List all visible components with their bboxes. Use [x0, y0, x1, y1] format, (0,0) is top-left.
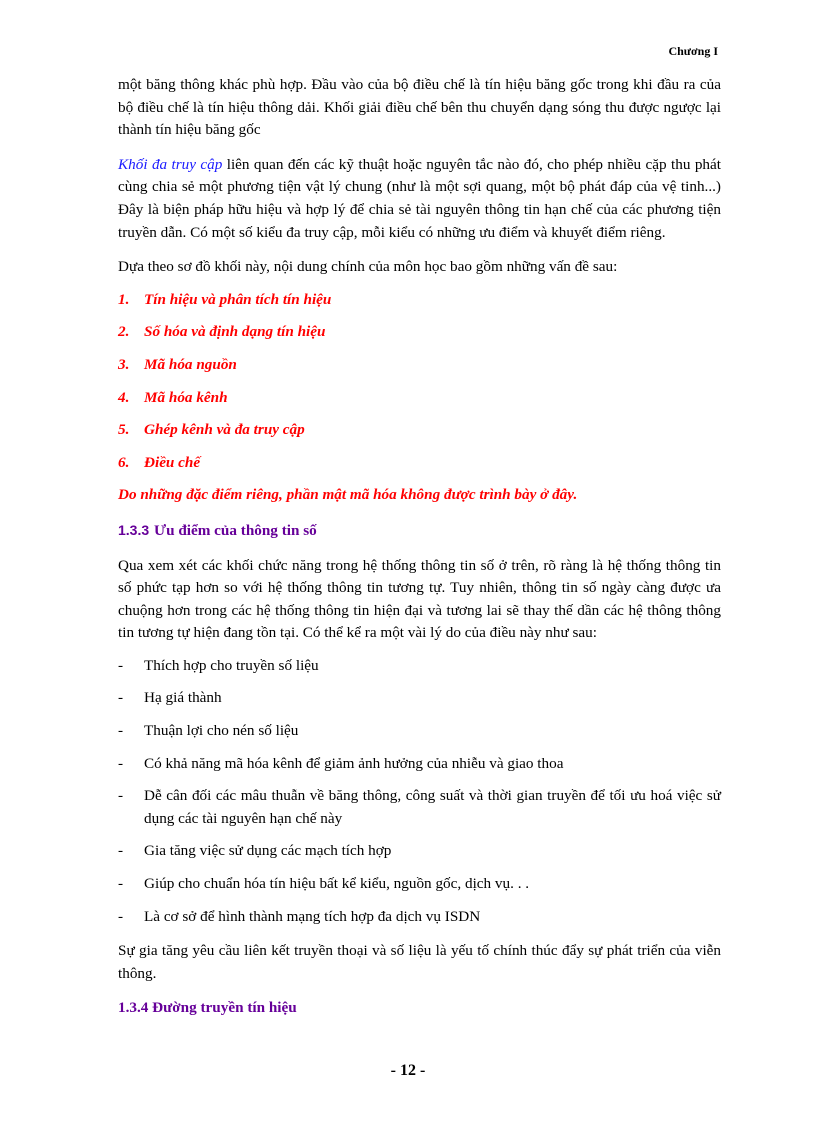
topic-number: 4. — [118, 388, 130, 406]
cryptography-note: Do những đặc điểm riêng, phần mật mã hóa không được trình bày ở đây. — [118, 486, 578, 504]
advantage-text: Thuận lợi cho nén số liệu — [144, 722, 299, 740]
advantage-text: Giúp cho chuẩn hóa tín hiệu bất kể kiểu, nguồn gốc, dịch vụ. . . — [144, 875, 530, 893]
paragraph-multiple-access-text: liên quan đến các kỹ thuật hoặc nguyên tắc nào đó, cho phép nhiều cặp thu phát cùng chia sẻ một phương tiện vật lý chung (như là một sợi quang, một bộ phát đáp của vệ tinh...) Đây là biện pháp hữu hiệu và hợp lý để chia sẻ tài nguyên thông tin hạn chế của các phương tiện truyền dẫn. Có một số kiểu đa truy cập, mỗi kiểu có những ưu điểm và khuyết điểm riêng. — [118, 155, 721, 241]
section-number: 1.3.3 — [118, 521, 150, 538]
topic-number: 6. — [118, 453, 130, 471]
term-multiple-access: Khối đa truy cập — [118, 155, 223, 173]
advantage-item: - Giúp cho chuẩn hóa tín hiệu bất kể kiểu, nguồn gốc, dịch vụ. . . — [118, 875, 530, 893]
advantage-text: Có khả năng mã hóa kênh để giảm ảnh hưởng của nhiễu và giao thoa — [144, 754, 564, 772]
paragraph-course-intro: Dựa theo sơ đồ khối này, nội dung chính của môn học bao gồm những vấn đề sau: — [118, 258, 618, 276]
paragraph-telecom-growth: Sự gia tăng yêu cầu liên kết truyền thoại và số liệu là yếu tố chính thúc đẩy sự phát triển của viễn thông. — [118, 942, 721, 982]
chapter-header: Chương I — [668, 44, 718, 58]
topic-item — [118, 289, 721, 312]
paragraph-multiple-access — [118, 154, 721, 244]
advantage-text: Là cơ sở để hình thành mạng tích hợp đa dịch vụ ISDN — [144, 907, 481, 925]
topic-text: Tín hiệu và phân tích tín hiệu — [144, 290, 332, 308]
topic-item — [118, 419, 721, 442]
advantage-text: Thích hợp cho truyền số liệu — [144, 656, 319, 674]
section-heading-1-3-3 — [118, 519, 721, 543]
advantage-text: Gia tăng việc sử dụng các mạch tích hợp — [144, 842, 392, 860]
topic-item — [118, 321, 721, 344]
topic-list — [118, 289, 721, 475]
advantage-item: - Là cơ sở để hình thành mạng tích hợp đa dịch vụ ISDN — [118, 907, 481, 925]
advantage-text: Dễ cân đối các mâu thuẫn về băng thông, công suất và thời gian truyền để tối ưu hoá việc sử dụng các tài nguyên hạn chế này — [144, 787, 721, 827]
topic-text: Điều chế — [144, 453, 201, 471]
page-number: - 12 - — [390, 1062, 426, 1079]
advantage-item: - Hạ giá thành — [118, 689, 222, 707]
page-content — [118, 74, 721, 1020]
topic-number: 1. — [118, 290, 130, 308]
advantage-item: - Gia tăng việc sử dụng các mạch tích hợp — [118, 842, 392, 860]
topic-text: Ghép kênh và đa truy cập — [144, 421, 305, 439]
section-title: Ưu điểm của thông tin số — [154, 521, 317, 539]
topic-number: 2. — [118, 323, 130, 341]
topic-text: Mã hóa nguồn — [144, 355, 237, 373]
paragraph-digital-comparison: Qua xem xét các khối chức năng trong hệ thống thông tin số ở trên, rõ ràng là hệ thống thông tin số phức tạp hơn so với hệ thống thông tin tương tự. Tuy nhiên, thông tin số ngày càng được ưa chuộng hơn trong các hệ thống thông tin hiện đại và tương lai sẽ thay thế dần các hệ thông thông tin tương tự hiện đang tồn tại. Có thể kể ra một vài lý do của điều này như sau: — [118, 556, 721, 642]
advantages-list — [118, 655, 721, 928]
advantage-item: - Dễ cân đối các mâu thuẫn về băng thông, công suất và thời gian truyền để tối ưu hoá việc sử dụng các tài nguyên hạn chế này — [118, 787, 721, 827]
topic-text: Số hóa và định dạng tín hiệu — [144, 323, 326, 341]
topic-number: 3. — [118, 355, 130, 373]
topic-number: 5. — [118, 421, 130, 439]
topic-item — [118, 387, 721, 410]
advantage-item: - Có khả năng mã hóa kênh để giảm ảnh hưởng của nhiễu và giao thoa — [118, 754, 564, 772]
section-heading-1-3-4: 1.3.4 Đường truyền tín hiệu — [118, 999, 297, 1017]
advantage-text: Hạ giá thành — [144, 689, 222, 707]
advantage-item: - Thích hợp cho truyền số liệu — [118, 656, 319, 674]
topic-text: Mã hóa kênh — [144, 388, 228, 406]
topic-item — [118, 354, 721, 377]
topic-item — [118, 452, 721, 475]
advantage-item: - Thuận lợi cho nén số liệu — [118, 722, 299, 740]
paragraph-modulator: một băng thông khác phù hợp. Đầu vào của bộ điều chế là tín hiệu băng gốc trong khi đầu ra của bộ điều chế là tín hiệu thông dải. Khối giải điều chế bên thu chuyển dạng sóng thu được ngược lại thành tín hiệu băng gốc — [118, 76, 721, 139]
